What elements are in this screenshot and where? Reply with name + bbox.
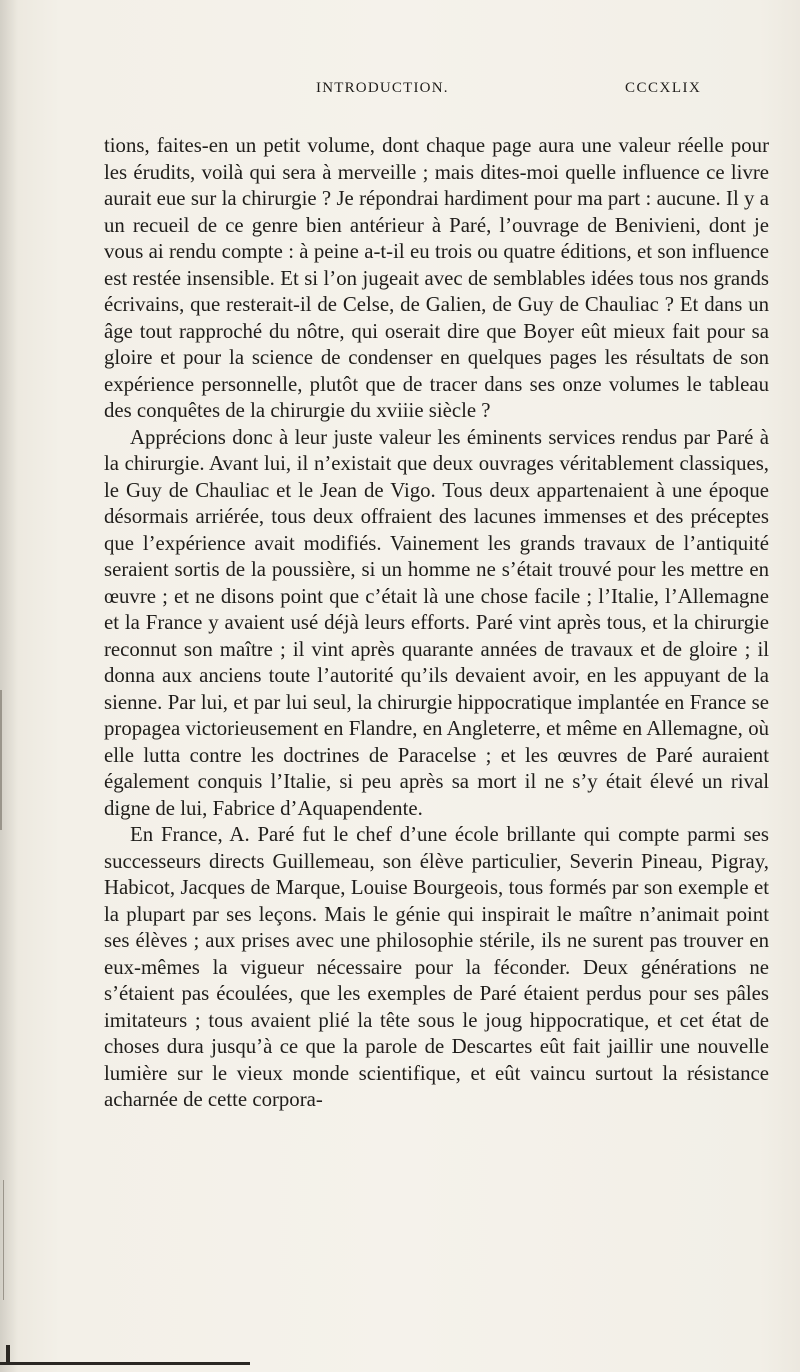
paragraph: En France, A. Paré fut le chef d’une école brillante qui compte parmi ses successeurs directs Guillemeau, son élève particulier, Severin Pineau, Pigray, Habicot, Jacques de Marque, Louise Bourgeois, tous formés par son exemple et la plupart par ses leçons. Mais le génie qui inspirait le maître n’animait point ses élèves ; aux prises avec une philosophie stérile, ils ne surent pas trouver en eux-mêmes la vigueur nécessaire pour la féconder. Deux générations ne s’étaient pas écoulées, que les exemples de Paré étaient perdus pour ses pâles imitateurs ; tous avaient plié la tête sous le joug hippocratique, et cet état de choses dura jusqu’à ce que la parole de Descartes eût fait jaillir une nouvelle lumière sur le vieux monde scientifique, et eût vaincu surtout la résistance acharnée de cette corpora- — [104, 823, 769, 1111]
page-number: CCCXLIX — [625, 80, 702, 96]
paragraph: Apprécions donc à leur juste valeur les éminents services rendus par Paré à la chirurgie. Avant lui, il n’existait que deux ouvrages véritablement classiques, le Guy de Chauliac et le Jean de Vigo. Tous deux appartenaient à une époque désormais arriérée, tous deux offraient des lacunes immenses et des préceptes que l’expérience avait modifiés. Vainement les grands travaux de l’antiquité seraient sortis de la poussière, si un homme ne s’était trouvé pour les mettre en œuvre ; et ne disons point que c’était là une chose facile ; l’Italie, l’Allemagne et la France y avaient usé déjà leurs efforts. Paré vint après tous, et la chirurgie reconnut son maître ; il vint après quarante années de travaux et de gloire ; il donna aux anciens toute l’autorité qu’ils devaient avoir, en les appuyant de la sienne. Par lui, et par lui seul, la chirurgie hippocratique implantée en France se propagea victorieusement en Flandre, en Angleterre, et même en Allemagne, où elle lutta contre les doctrines de Paracelse ; et les œuvres de Paré auraient également conquis l’Italie, si peu après sa mort il ne s’y était élevé un rival digne de lui, Fabrice d’Aquapendente. — [104, 425, 769, 820]
paragraph: tions, faites-en un petit volume, dont chaque page aura une valeur réelle pour les érudits, voilà qui sera à merveille ; mais dites-moi quelle influence ce livre aurait eue sur la chirurgie ? Je répondrai hardiment pour ma part : aucune. Il y a un recueil de ce genre bien antérieur à Paré, l’ouvrage de Benivieni, dont je vous ai rendu compte : à peine a-t-il eu trois ou quatre éditions, et son influence est restée insensible. Et si l’on jugeait avec de semblables idées tous nos grands écrivains, que resterait-il de Celse, de Galien, de Guy de Chauliac ? Et dans un âge tout rapproché du nôtre, qui oserait dire que Boyer eût mieux fait pour sa gloire et pour la science de condenser en quelques pages les résultats de son expérience personnelle, plutôt que de tracer dans ses onze volumes le tableau des conquêtes de la chirurgie du xviiie siècle ? — [104, 134, 769, 422]
running-title: INTRODUCTION. — [316, 80, 449, 96]
gutter-shadow — [0, 0, 18, 1372]
page-header — [0, 80, 800, 110]
gutter-mark — [3, 1180, 4, 1300]
gutter-mark — [0, 690, 2, 830]
bottom-rule — [0, 1362, 250, 1365]
body-text — [104, 133, 769, 1114]
